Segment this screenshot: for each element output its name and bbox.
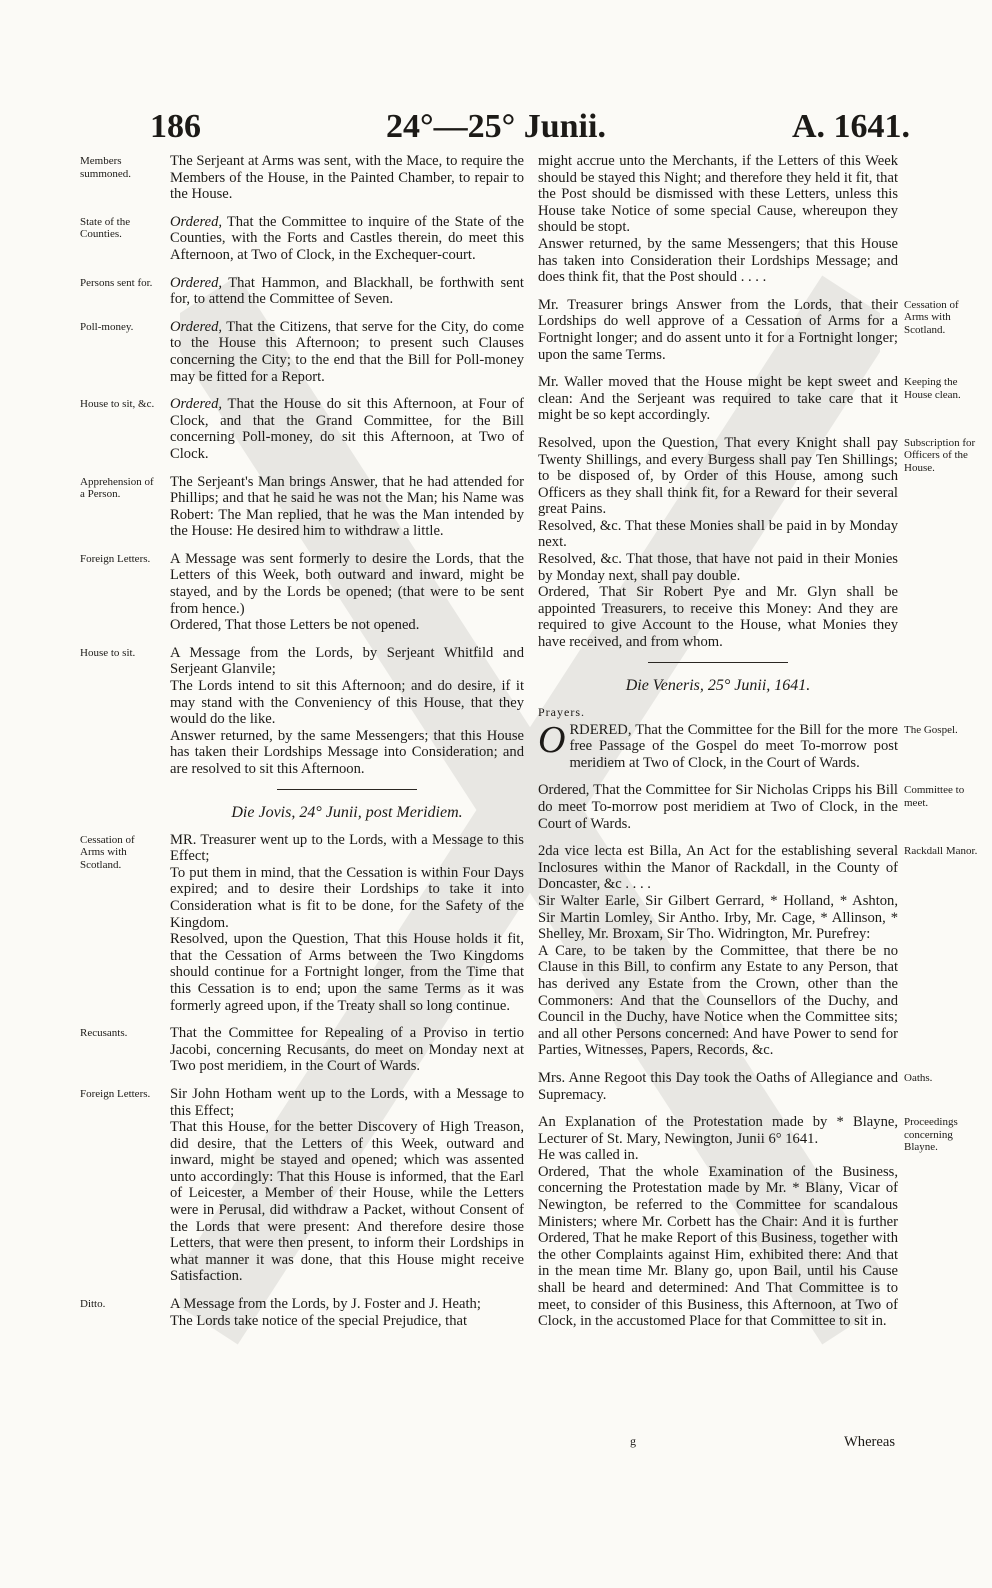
entry-members-summoned — [80, 153, 524, 203]
entry-lead: Ordered, — [170, 213, 223, 230]
entry-rackdall — [538, 843, 978, 1059]
entry-text: Ordered, That the Citizens, that serve for the City, do come to the House this Afternoon; to present such Clauses concerning the City; to the end that the Bill for Poll-money may be fitted for a Report. — [170, 318, 524, 385]
entry-house-to-sit-message — [80, 644, 524, 778]
entry-text: ORDERED, That the Committee for the Bill for the more free Passage of the Gospel do meet To-morrow post meridiem at Two of Clock, in the Court of Wards. — [538, 718, 898, 771]
margin-note: Cessation of Arms with Scotland. — [80, 833, 135, 871]
page-header — [0, 108, 992, 154]
entry-text: Sir John Hotham went up to the Lords, with a Message to this Effect; — [170, 1085, 524, 1119]
entry-poll-money — [80, 318, 524, 385]
margin-note: Persons sent for. — [80, 276, 153, 289]
entry-text: An Explanation of the Protestation made by * Blayne, Lecturer of St. Mary, Newington, Junii 6° 1641. — [538, 1114, 898, 1147]
margin-note: Poll-money. — [80, 320, 134, 333]
entry-text: The Lords intend to sit this Afternoon; and do desire, if it may stand with the Conveniency of this House, that they would do the like. — [170, 678, 524, 728]
margin-note: Members summoned. — [80, 155, 132, 180]
entry-text: Ordered, That those Letters be not opened. — [170, 617, 420, 634]
entry-gospel — [538, 718, 958, 772]
margin-note: Foreign Letters. — [80, 1087, 151, 1100]
catchword: Whereas — [844, 1434, 896, 1450]
entry-lead: Ordered, — [170, 274, 223, 291]
entry-cessation-answer — [538, 296, 959, 363]
entry-subscription — [538, 434, 976, 651]
entry-text: Resolved, &c. That those, that have not paid in their Monies by Monday next, shall pay double. — [538, 551, 898, 584]
margin-note: Proceedings concerning Blayne. — [904, 1116, 958, 1154]
margin-note: State of the Counties. — [80, 215, 131, 241]
entry-oaths — [538, 1069, 933, 1103]
entry-foreign-letters — [80, 550, 524, 634]
signature-mark: g — [630, 1434, 636, 1448]
entry-text: A Message from the Lords, by Serjeant Whitfild and Serjeant Glanvile; — [170, 644, 524, 678]
entry-cessation — [80, 831, 524, 1015]
entry-text: MR. Treasurer went up to the Lords, with a Message to this Effect; — [170, 831, 524, 865]
entry-lead: Ordered, — [170, 396, 223, 413]
margin-note: Ditto. — [80, 1298, 106, 1311]
entry-text: To put them in mind, that the Cessation is within Four Days expired; and to desire their Lordships to take it into Consideration what is fit to be done, for the Safety of the Kingdom. — [170, 864, 524, 931]
entry-text: might accrue unto the Merchants, if the Letters of this Week should be stayed this Night; and therefore they held it fit, that the Post should be dismissed with these Letters, unless this House take Notice of some special Cause, whereupon they should be stopt. — [538, 153, 898, 236]
margin-note: House to sit, &c. — [80, 398, 155, 411]
entry-text: Ordered, That the House do sit this Afternoon, at Four of Clock, and that the Grand Committee, for the Bill concerning Poll-money, do sit this Afternoon, at Two of Clock. — [170, 396, 524, 462]
prayers-label: Prayers. — [538, 704, 585, 719]
entry-text: Ordered, That the Committee to inquire of the State of the Counties, with the Forts and Castles therein, do meet this Afternoon, at Two of Clock, in the Exchequer-court. — [170, 213, 524, 263]
page-date: 24°—25° Junii. — [386, 108, 606, 145]
entry-text: Mr. Waller moved that the House might be kept sweet and clean: And the Serjeant was required to take care that it might be so kept accordingly. — [538, 374, 898, 424]
section-divider — [648, 662, 788, 663]
margin-note: Apprehension of a Person. — [80, 475, 154, 500]
entry-text: Ordered, That the Committee for Sir Nicholas Cripps his Bill do meet To-morrow post meridiem at Two of Clock, in the Court of Wards. — [538, 782, 898, 832]
entry-text: That this House, for the better Discovery of High Treason, did desire, that the Letters of this Week, outward and inward, might be stayed and opened; which was assented unto accordingly: That this House is informed, that the Earl of Leicester, a Member of their House, while the Letters were in Perusal, did withdraw a Packet, without Consent of the Lords that were present: And therefore desire those Letters, that were then present, to inform their Lordships in what manner it was done, that this House might receive Satisfaction. — [170, 1119, 524, 1285]
entry-text: A Message was sent formerly to desire the Lords, that the Letters of this Week, both outward and inward, might be stayed, and by the Lords be opened; (that were to be sent from hence.) — [170, 550, 524, 617]
entry-text: Ordered, That the whole Examination of the Business, concerning the Protestation made by Mr. * Blany, Vicar of Newington, be referred to the Committee for scandalous Ministers; where Mr. Corbett has the Chair: And it is further Ordered, That he make Report of this Business, together with the other Complaints against Him, exhibited there: And that in the mean time Mr. Blany go, upon Bail, until his Cause shall be heard and determined: And That Committee is to meet, to consider of this Business, this Afternoon, at Two of Clock, in the accustomed Place for that Committee to sit in. — [538, 1163, 898, 1330]
entry-text: Resolved, &c. That these Monies shall be paid in by Monday next. — [538, 517, 898, 551]
entry-text: 2da vice lecta est Billa, An Act for the establishing several Inclosures within the Manor of Rackdall, in the County of Doncaster, &c . . . . — [538, 843, 898, 893]
right-column — [538, 153, 978, 1333]
entry-text: That the Committee for Repealing of a Proviso in tertio Jacobi, concerning Recusants, do meet on Monday next at Two post meridiem, in the Court of Wards. — [170, 1025, 524, 1075]
entry-persons-sent-for — [80, 274, 524, 308]
entry-lead: Ordered, — [170, 318, 223, 335]
section-heading: Die Jovis, 24° Junii, post Meridiem. — [231, 803, 463, 821]
entry-foreign-letters-2 — [80, 1085, 524, 1285]
entry-text: A Care, to be taken by the Committee, that there be no Clause in this Bill, to confirm any Estate to any Person, that has derived any Estate from the Crown, other than the Commoners: And that the Counsellors of the Duchy, and Council in the Duchy, have Notice when the Committee sits; and all other Persons concerned: And have Power to send for Parties, Witnesses, Papers, Records, &c. — [538, 942, 898, 1059]
entry-text: Sir Walter Earle, Sir Gilbert Gerrard, * Holland, * Ashton, Sir Martin Lomley, Sir Antho. Irby, Mr. Cage, * Allinson, * Shelley, Mr. Broxam, Sir Tho. Widrington, Mr. Purefrey: — [538, 892, 898, 943]
entry-text: Mrs. Anne Regoot this Day took the Oaths of Allegiance and Supremacy. — [538, 1069, 898, 1103]
entry-text: He was called in. — [538, 1147, 639, 1164]
section-divider — [277, 789, 417, 790]
entry-text: The Serjeant's Man brings Answer, that he had attended for Phillips; and that he said he was not the Man; his Name was Robert: The Man replied, that he was the Man intended by the House: He desired him to withdraw a little. — [170, 473, 524, 540]
entry-text: Resolved, upon the Question, That every Knight shall pay Twenty Shillings, and every Burgess shall pay Ten Shillings; to be disposed of, by Order of this House, among such Officers as they shall think fit, for a Reward for their several great Pains. — [538, 434, 898, 518]
entry-text: Ordered, That Sir Robert Pye and Mr. Glyn shall be appointed Treasurers, to receive this Money: And they are required to give Account to the House, what Monies they have received, and from whom. — [538, 584, 898, 651]
entry-house-to-sit — [80, 396, 524, 462]
margin-note: Rackdall Manor. — [904, 845, 978, 858]
entry-text: Answer returned, by the same Messengers; that this House has taken their Lordships Message into Consideration; and are resolved to sit this Afternoon. — [170, 727, 524, 777]
entry-ditto — [80, 1296, 524, 1329]
margin-note: Cessation of Arms with Scotland. — [904, 298, 959, 336]
entry-text: The Serjeant at Arms was sent, with the Mace, to require the Members of the House, in the Painted Chamber, to repair to the House. — [170, 153, 524, 203]
entry-committee-meet — [538, 782, 965, 832]
left-column — [80, 153, 524, 1332]
margin-note: The Gospel. — [904, 723, 958, 736]
entry-text: A Message from the Lords, by J. Foster and J. Heath; — [170, 1296, 481, 1313]
entry-continued — [538, 153, 898, 286]
margin-note: Subscription for Officers of the House. — [904, 436, 976, 474]
entry-blayne — [538, 1114, 958, 1330]
page-number: 186 — [150, 108, 201, 145]
entry-text: Resolved, upon the Question, That this House holds it fit, that the Cessation of Arms between the Two Kingdoms should continue for a Fortnight longer, from the Time that this Cessation is to end; upon the same Terms as it was formerly agreed upon, if the Treaty shall so long continue. — [170, 931, 524, 1014]
margin-note: Committee to meet. — [904, 784, 965, 809]
entry-text: Mr. Treasurer brings Answer from the Lords, that their Lordships do well approve of a Cessation of Arms for a Fortnight longer; and do assent unto it for a Fortnight longer; upon the same Terms. — [538, 296, 898, 363]
entry-keeping-clean — [538, 374, 961, 424]
page-year: A. 1641. — [791, 108, 910, 145]
entry-recusants — [80, 1025, 524, 1075]
entry-text: Answer returned, by the same Messengers; that this House has taken into Consideration their Lordships Message; and does think fit, that the Post should . . . . — [538, 235, 898, 286]
margin-note: Recusants. — [80, 1027, 128, 1040]
entry-text: The Lords take notice of the special Prejudice, that — [170, 1312, 468, 1329]
section-heading: Die Veneris, 25° Junii, 1641. — [625, 676, 811, 694]
entry-apprehension — [80, 473, 524, 540]
margin-note: Keeping the House clean. — [904, 376, 961, 401]
entry-text: Ordered, That Hammon, and Blackhall, be forthwith sent for, to attend the Committee of Seven. — [170, 274, 524, 308]
entry-state-of-counties — [80, 213, 524, 264]
margin-note: House to sit. — [80, 646, 136, 659]
margin-note: Foreign Letters. — [80, 552, 151, 565]
margin-note: Oaths. — [904, 1071, 933, 1084]
drop-cap: O — [538, 718, 566, 761]
